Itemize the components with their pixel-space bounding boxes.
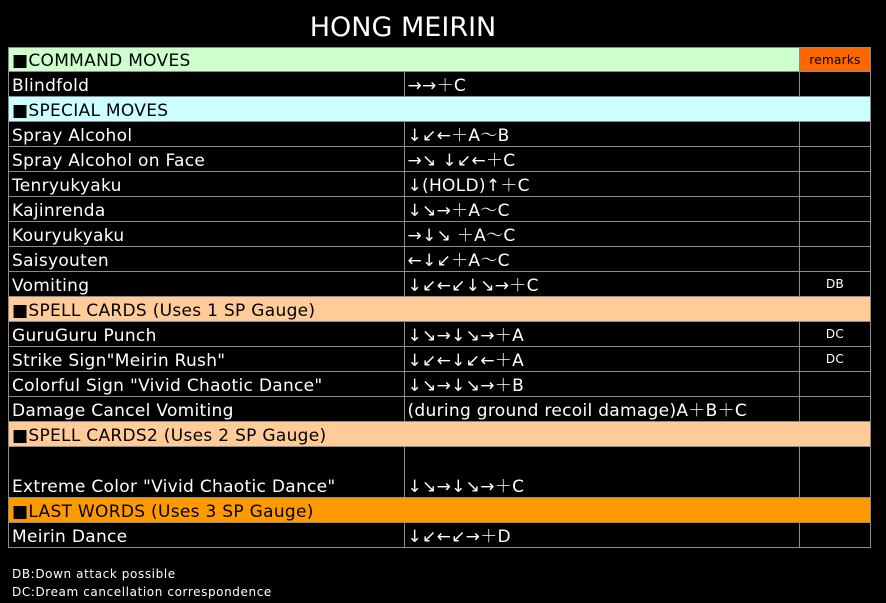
table-row bbox=[9, 447, 871, 498]
move-name: Vomiting bbox=[9, 272, 405, 297]
table-row bbox=[9, 72, 871, 97]
move-name: Kajinrenda bbox=[9, 197, 405, 222]
table-row bbox=[9, 247, 871, 272]
move-remark: DC bbox=[800, 347, 871, 372]
table-row bbox=[9, 523, 871, 548]
move-command: ↓(HOLD)↑＋C bbox=[404, 172, 800, 197]
move-remark bbox=[800, 197, 871, 222]
section-label: ■SPECIAL MOVES bbox=[9, 97, 871, 122]
table-row bbox=[9, 372, 871, 397]
move-name: Damage Cancel Vomiting bbox=[9, 397, 405, 422]
move-list-table bbox=[8, 47, 871, 548]
move-remark bbox=[800, 222, 871, 247]
move-remark bbox=[800, 372, 871, 397]
move-name: Spray Alcohol bbox=[9, 122, 405, 147]
note-db: DB:Down attack possible bbox=[12, 567, 176, 581]
move-remark bbox=[800, 172, 871, 197]
move-command: →↘ ↓↙←＋C bbox=[404, 147, 800, 172]
move-command: →↓↘ ＋A～C bbox=[404, 222, 800, 247]
move-name: Tenryukyaku bbox=[9, 172, 405, 197]
legend-notes bbox=[12, 565, 272, 601]
move-remark bbox=[800, 447, 871, 498]
remarks-header: remarks bbox=[800, 48, 871, 72]
move-name: Spray Alcohol on Face bbox=[9, 147, 405, 172]
move-remark bbox=[800, 122, 871, 147]
section-header-spell-cards bbox=[9, 297, 871, 322]
table-row bbox=[9, 347, 871, 372]
move-command: ↓↘→↓↘→＋A bbox=[404, 322, 800, 347]
table-row bbox=[9, 322, 871, 347]
section-label: ■COMMAND MOVES bbox=[9, 48, 800, 72]
move-name: Kouryukyaku bbox=[9, 222, 405, 247]
section-header-command bbox=[9, 48, 871, 72]
table-row bbox=[9, 222, 871, 247]
move-command: ↓↘→↓↘→＋C bbox=[404, 447, 800, 498]
move-remark: DB bbox=[800, 272, 871, 297]
move-remark bbox=[800, 397, 871, 422]
move-name: GuruGuru Punch bbox=[9, 322, 405, 347]
section-label: ■SPELL CARDS (Uses 1 SP Gauge) bbox=[9, 297, 871, 322]
section-label: ■LAST WORDS (Uses 3 SP Gauge) bbox=[9, 498, 871, 523]
section-header-special bbox=[9, 97, 871, 122]
table-row bbox=[9, 272, 871, 297]
move-command: ↓↙←＋A～B bbox=[404, 122, 800, 147]
move-command: →→＋C bbox=[404, 72, 800, 97]
move-name: Strike Sign"Meirin Rush" bbox=[9, 347, 405, 372]
move-command: ←↓↙＋A～C bbox=[404, 247, 800, 272]
table-row bbox=[9, 172, 871, 197]
move-name: Meirin Dance bbox=[9, 523, 405, 548]
move-name: Colorful Sign "Vivid Chaotic Dance" bbox=[9, 372, 405, 397]
table-row bbox=[9, 197, 871, 222]
section-label: ■SPELL CARDS2 (Uses 2 SP Gauge) bbox=[9, 422, 871, 447]
move-remark: DC bbox=[800, 322, 871, 347]
move-command: ↓↘→↓↘→＋B bbox=[404, 372, 800, 397]
move-command: ↓↙←↙→＋D bbox=[404, 523, 800, 548]
move-remark bbox=[800, 147, 871, 172]
move-name: Saisyouten bbox=[9, 247, 405, 272]
page-title: HONG MEIRIN bbox=[309, 12, 497, 43]
table-row bbox=[9, 397, 871, 422]
move-command: ↓↙←↙↓↘→＋C bbox=[404, 272, 800, 297]
section-header-last-words bbox=[9, 498, 871, 523]
move-command: ↓↙←↓↙←＋A bbox=[404, 347, 800, 372]
section-header-spell-cards2 bbox=[9, 422, 871, 447]
move-command: ↓↘→＋A～C bbox=[404, 197, 800, 222]
table-row bbox=[9, 147, 871, 172]
note-dc: DC:Dream cancellation correspondence bbox=[12, 585, 272, 599]
move-remark bbox=[800, 72, 871, 97]
table-row bbox=[9, 122, 871, 147]
move-name: Blindfold bbox=[9, 72, 405, 97]
move-command: (during ground recoil damage)A＋B＋C bbox=[404, 397, 800, 422]
move-remark bbox=[800, 523, 871, 548]
move-name: Extreme Color "Vivid Chaotic Dance" bbox=[9, 447, 405, 498]
move-remark bbox=[800, 247, 871, 272]
